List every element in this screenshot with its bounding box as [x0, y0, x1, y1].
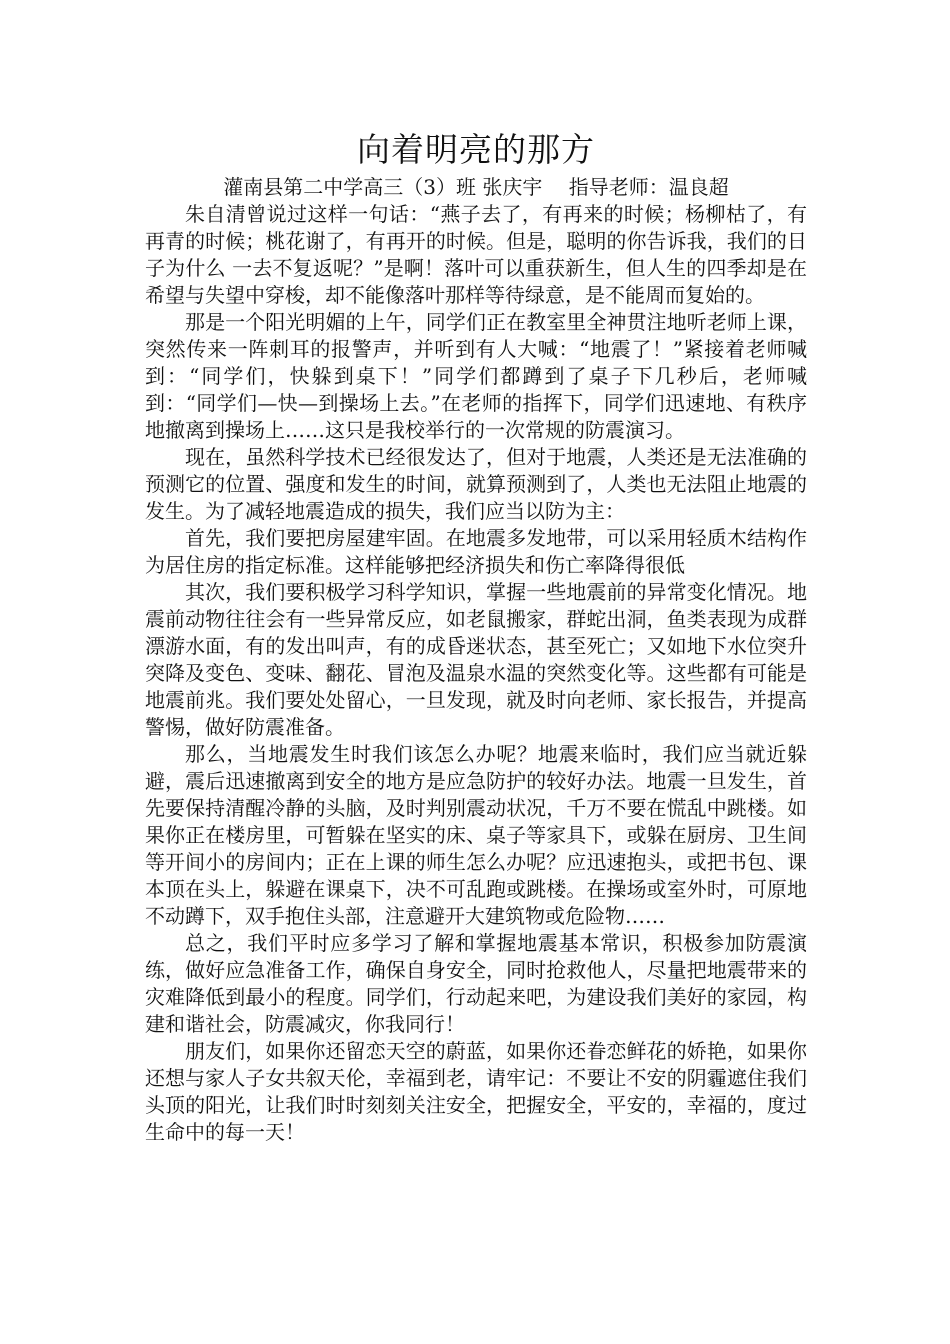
paragraph-5: 其次，我们要积极学习科学知识，掌握一些地震前的异常变化情况。地震前动物往往会有一些异常反应，如老鼠搬家，群蛇出洞，鱼类表现为成群漂游水面，有的发出叫声，有的成昏迷状态，甚至死亡；又如地下水位突升突降及变色、变味、翻花、冒泡及温泉水温的突然变化等。这些都有可能是地震前兆。我们要处处留心，一旦发现，就及时向老师、家长报告，并提高警惕，做好防震准备。	[145, 580, 807, 739]
document-title: 向着明亮的那方	[357, 130, 595, 169]
paragraph-3: 现在，虽然科学技术已经很发达了，但对于地震，人类还是无法准确的预测它的位置、强度和发生的时间，就算预测到了，人类也无法阻止地震的发生。为了减轻地震造成的损失，我们应当以防为主：	[145, 445, 807, 523]
document-byline: 灌南县第二中学高三（3）班 张庆宇 指导老师：温良超	[223, 175, 729, 199]
paragraph-8: 朋友们，如果你还留恋天空的蔚蓝，如果你还眷恋鲜花的娇艳，如果你还想与家人子女共叙天伦，幸福到老，请牢记：不要让不安的阴霾遮住我们头顶的阳光，让我们时时刻刻关注安全，把握安全，平安的，幸福的，度过生命中的每一天！	[145, 1039, 807, 1144]
paragraph-6: 那么，当地震发生时我们该怎么办呢？地震来临时，我们应当就近躲避，震后迅速撤离到安全的地方是应急防护的较好办法。地震一旦发生，首先要保持清醒冷静的头脑，及时判别震动状况，千万不要在慌乱中跳楼。如果你正在楼房里，可暂躲在坚实的床、桌子等家具下，或躲在厨房、卫生间等开间小的房间内；正在上课的师生怎么办呢？应迅速抱头，或把书包、课本顶在头上，躲避在课桌下，决不可乱跑或跳楼。在操场或室外时，可原地不动蹲下，双手抱住头部，注意避开大建筑物或危险物……	[145, 742, 807, 928]
document-page	[145, 128, 807, 1146]
document-body	[145, 201, 807, 1146]
paragraph-1: 朱自清曾说过这样一句话：“燕子去了，有再来的时候；杨柳枯了，有再青的时候；桃花谢了，有再开的时候。但是，聪明的你告诉我，我们的日子为什么 一去不复返呢？”是啊！落叶可以重获新生，但人生的四季却是在希望与失望中穿梭，却不能像落叶那样等待绿意，是不能周而复始的。	[145, 202, 807, 307]
paragraph-7: 总之，我们平时应多学习了解和掌握地震基本常识，积极参加防震演练，做好应急准备工作，确保自身安全，同时抢救他人，尽量把地震带来的灾难降低到最小的程度。同学们，行动起来吧，为建设我们美好的家园，构建和谐社会，防震减灾，你我同行！	[145, 931, 807, 1036]
paragraph-4: 首先，我们要把房屋建牢固。在地震多发地带，可以采用轻质木结构作为居住房的指定标准。这样能够把经济损失和伤亡率降得很低	[145, 526, 807, 577]
paragraph-2: 那是一个阳光明媚的上午，同学们正在教室里全神贯注地听老师上课，突然传来一阵刺耳的报警声，并听到有人大喊：“地震了！”紧接着老师喊到：“同学们，快躲到桌下！”同学们都蹲到了桌子下几秒后，老师喊到：“同学们—快—到操场上去。”在老师的指挥下，同学们迅速地、有秩序地撤离到操场上……这只是我校举行的一次常规的防震演习。	[145, 310, 807, 442]
